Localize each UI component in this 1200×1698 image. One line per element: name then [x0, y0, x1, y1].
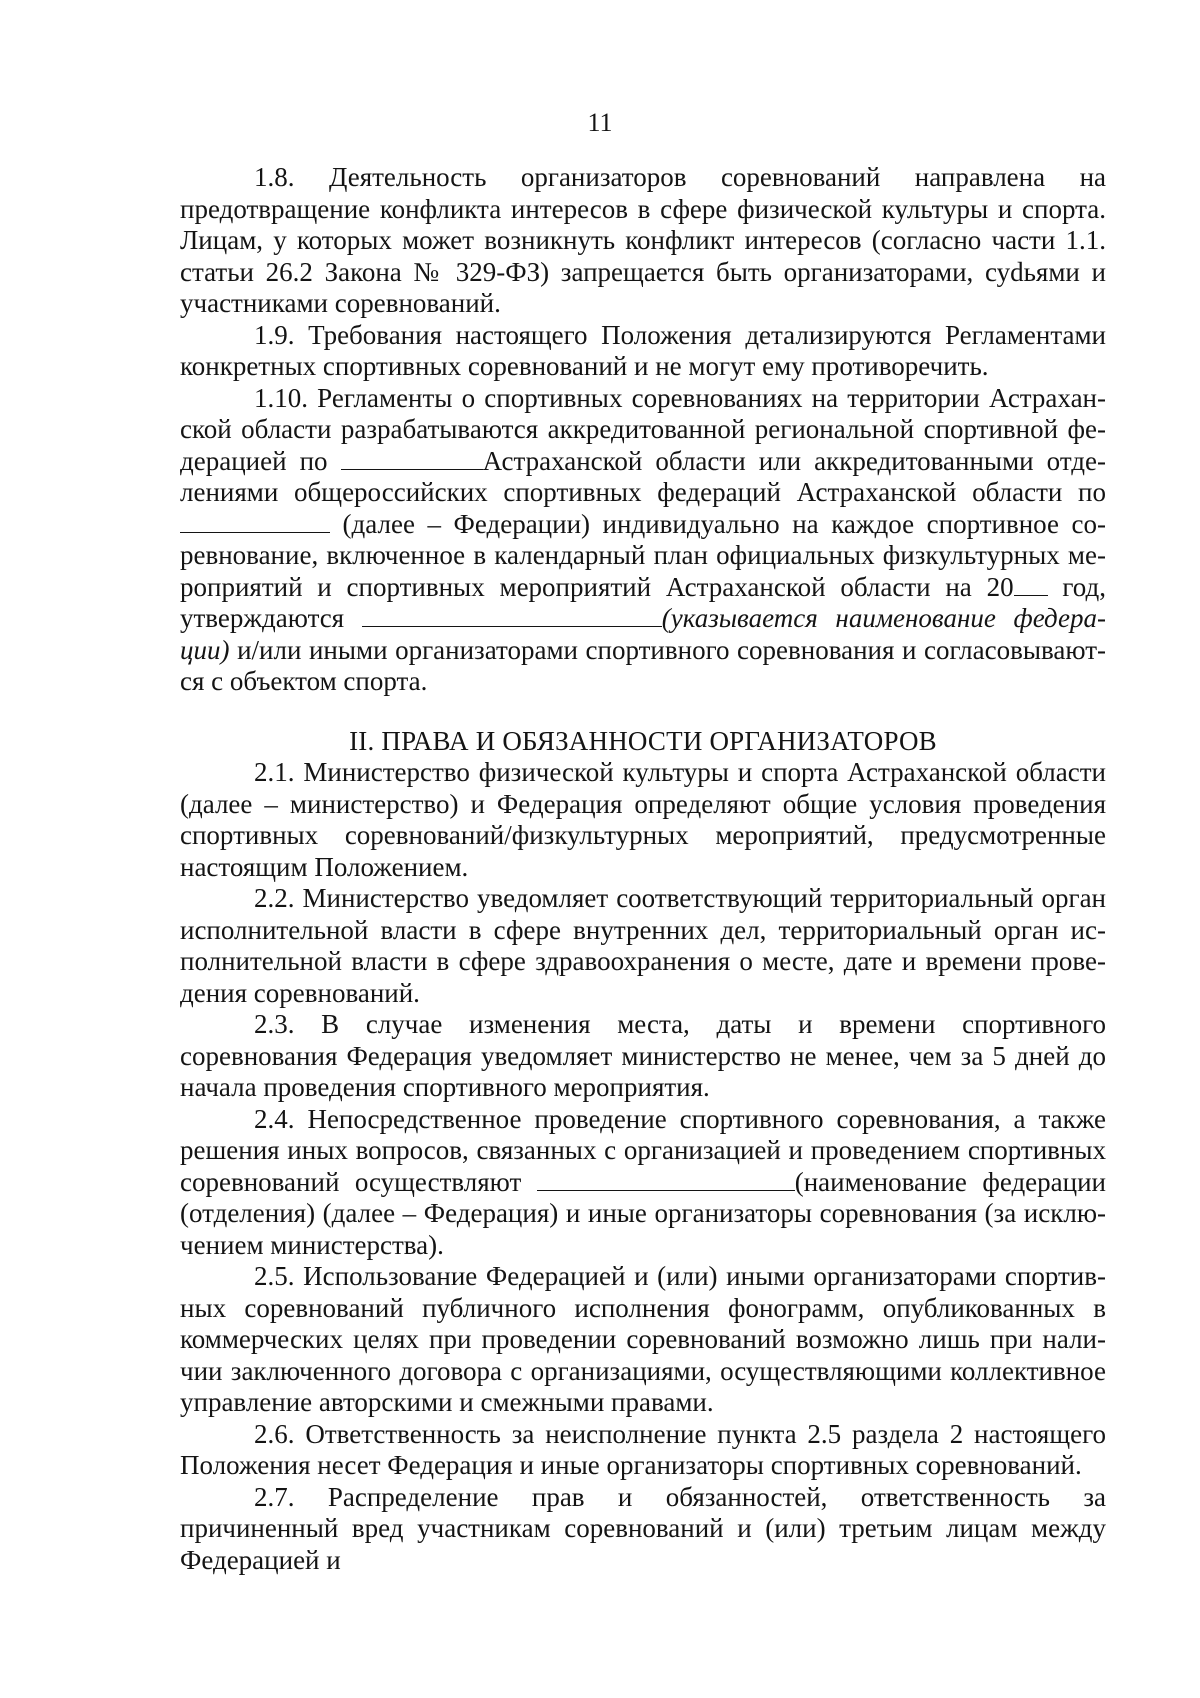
paragraph-1-8: 1.8. Деятельность организаторов соревнований направлена на предотвращение конфликта интересов в сфере физической культуры и спорта. Лицам, у которых может возникнуть конфликт интересов (согласно части 1.1. статьи 26.2 Закона № 329-ФЗ) запрещается быть организаторами, суdьями и участниками соревнований. — [180, 162, 1106, 318]
document-body — [180, 162, 1106, 1576]
paragraph-1-10-italic-note: (указывается наименование федерации) — [180, 603, 1106, 665]
fill-in-blank-federation-name — [537, 1168, 795, 1191]
section-2-heading: II. ПРАВА И ОБЯЗАННОСТИ ОРГАНИЗАТОРОВ — [349, 725, 937, 756]
paragraph-2-2: 2.2. Министерство уведомляет соответствующий территориальный орган исполнительной власти в сфере внутренних дел, территориальный орган исполнительной власти в сфере здравоохранения о месте, дате и времени проведения соревнований. — [180, 883, 1106, 1008]
page-number: 11 — [587, 108, 613, 137]
paragraph-2-7: 2.7. Распределение прав и обязанностей, ответственность за причиненный вред участникам соревнований и (или) третьим лицам между Федерацией и — [180, 1481, 1106, 1575]
paragraph-1-10 — [180, 383, 1106, 698]
paragraph-2-1: 2.1. Министерство физической культуры и спорта Астраханской области (далее – министерство) и Федерация определяют общие условия проведения спортивных соревнований/физкультурных мероприятий, предусмотренные настоящим Положением. — [180, 757, 1106, 882]
paragraph-2-4-text-b: (наименование федерации (отделения) (далее – Федерация) и иные организаторы соревнования (за исключением министерства). — [180, 1166, 1106, 1260]
fill-in-blank-year — [1014, 573, 1048, 596]
fill-in-blank-federation-sport — [341, 447, 483, 470]
paragraph-1-9: 1.9. Требования настоящего Положения детализируются Регламентами конкретных спортивных соревнований и не могут ему противоречить. — [180, 319, 1106, 381]
paragraph-1-10-text-a: 1.10. Регламенты о спортивных соревнованиях на территории Астраханской области разрабатываются аккредитованной региональной спортивной федерацией по — [180, 382, 1106, 476]
paragraph-1-10-text-f: и/или иными организаторами спортивного соревнования и согласовываются с объектом спорта. — [180, 634, 1106, 696]
paragraph-1-10-text-b: Астраханской области или аккредитованными отделениями общероссийских спортивных федераций Астраханской области по — [180, 445, 1106, 507]
paragraph-2-4-text-a: 2.4. Непосредственное проведение спортивного соревнования, а также решения иных вопросов, связанных с организацией и проведением спортивных соревнований осуществляют — [180, 1103, 1106, 1197]
fill-in-blank-sport-name — [180, 510, 330, 533]
fill-in-blank-approver — [362, 604, 662, 627]
paragraph-1-10-text-c: (далее – Федерации) индивидуально на каждое спортивное соревнование, включенное в календарный план официальных физкультурных мероприятий и спортивных мероприятий Астраханской области на 20 — [180, 508, 1106, 602]
paragraph-2-5: 2.5. Использование Федерацией и (или) иными организаторами спортивных соревнований публичного исполнения фонограмм, опубликованных в коммерческих целях при проведении соревнований возможно лишь при наличии заключенного договора с организациями, осуществляющими коллективное управление авторскими и смежными правами. — [180, 1261, 1106, 1417]
paragraph-1-10-text-d: год, утверждаются — [180, 571, 1106, 633]
paragraph-2-6: 2.6. Ответственность за неисполнение пункта 2.5 раздела 2 настоящего Положения несет Федерация и иные организаторы спортивных соревнований. — [180, 1418, 1106, 1480]
paragraph-2-3: 2.3. В случае изменения места, даты и времени спортивного соревнования Федерация уведомляет министерство не менее, чем за 5 дней до начала проведения спортивного мероприятия. — [180, 1009, 1106, 1102]
paragraph-2-4 — [180, 1104, 1106, 1262]
